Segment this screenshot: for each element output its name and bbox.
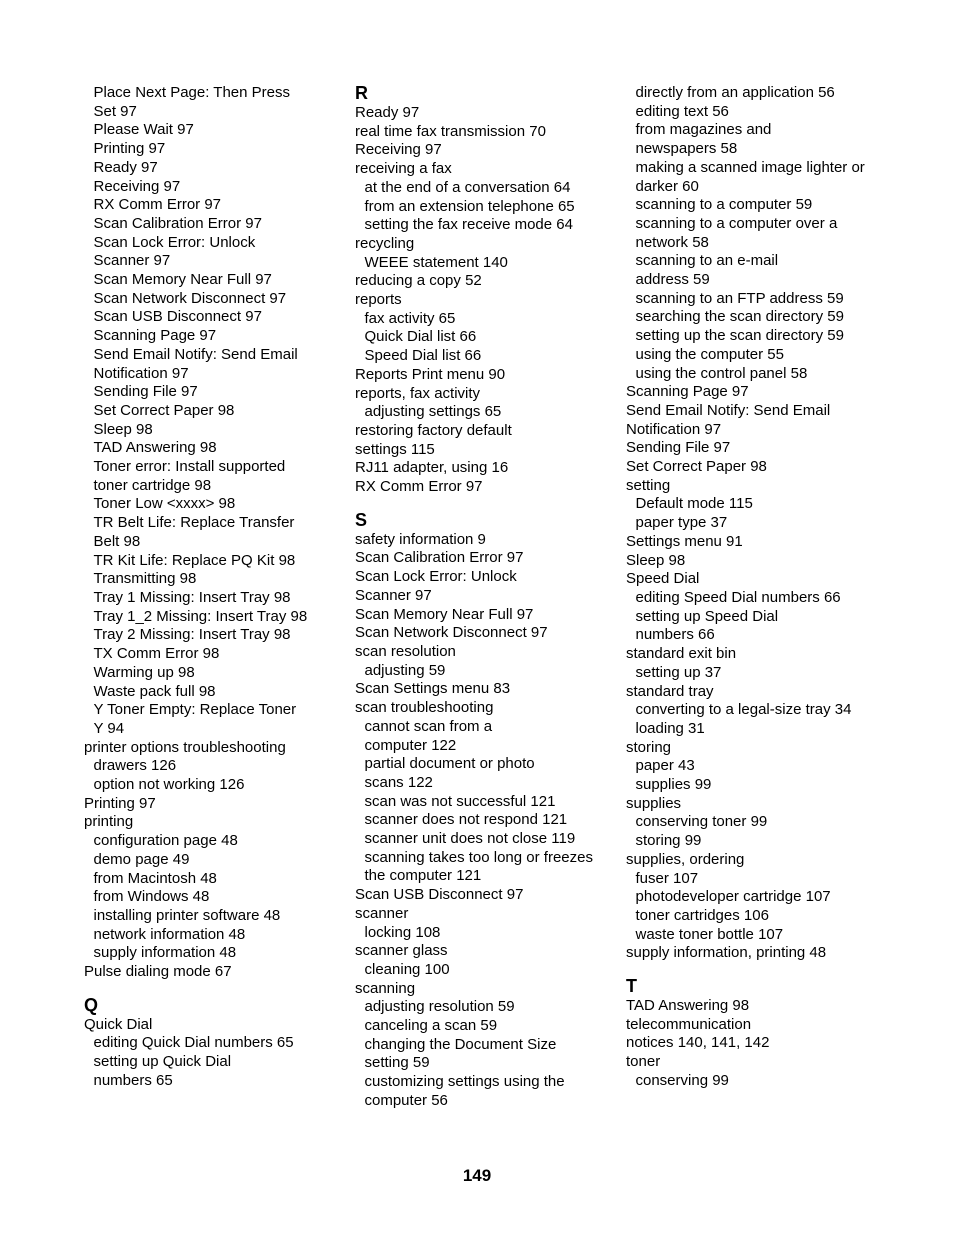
- index-subentry: paper 43: [635, 757, 695, 775]
- index-subentry: conserving 99: [635, 1071, 729, 1089]
- index-column-3: [626, 84, 891, 1091]
- index-subentry: partial document or photo: [364, 755, 535, 773]
- index-subentry: converting to a legal-size tray 34: [635, 701, 852, 719]
- index-subentry: numbers 65: [93, 1071, 173, 1089]
- index-subentry: TR Belt Life: Replace Transfer: [93, 514, 295, 532]
- index-subentry: Scan Memory Near Full 97: [93, 271, 272, 289]
- index-entry: Set Correct Paper 98: [626, 458, 767, 476]
- index-subentry: network 58: [635, 233, 709, 251]
- index-subentry: cleaning 100: [364, 960, 450, 978]
- index-subentry: Scan Network Disconnect 97: [93, 289, 287, 307]
- index-entry: reports, fax activity: [355, 384, 481, 402]
- index-subentry: setting 59: [364, 1054, 430, 1072]
- index-entry: setting: [626, 476, 671, 494]
- index-subentry: at the end of a conversation 64: [364, 178, 571, 196]
- index-entry: printing: [84, 813, 134, 831]
- index-entry: telecommunication: [626, 1015, 752, 1033]
- index-subentry: setting up the scan directory 59: [635, 327, 844, 345]
- index-entry: standard exit bin: [626, 645, 737, 663]
- index-subentry: scanner unit does not close 119: [364, 830, 576, 848]
- index-entry: Scanner 97: [355, 586, 432, 604]
- index-entry: supplies, ordering: [626, 850, 745, 868]
- index-subentry: loading 31: [635, 719, 705, 737]
- index-subentry: supply information 48: [93, 944, 237, 962]
- index-subentry: Speed Dial list 66: [364, 347, 482, 365]
- index-entry: Sending File 97: [626, 439, 731, 457]
- index-subentry: from magazines and: [635, 121, 772, 139]
- index-subentry: cannot scan from a: [364, 717, 493, 735]
- index-subentry: from Windows 48: [93, 888, 210, 906]
- index-entry: safety information 9: [355, 530, 486, 548]
- index-entry: Reports Print menu 90: [355, 365, 506, 383]
- index-entry: scan troubleshooting: [355, 699, 494, 717]
- index-entry: storing: [626, 738, 672, 756]
- index-entry: Speed Dial: [626, 570, 700, 588]
- index-subentry: locking 108: [364, 923, 441, 941]
- index-subentry: changing the Document Size: [364, 1035, 557, 1053]
- index-subentry: Notification 97: [93, 364, 189, 382]
- index-subentry: scanning to an FTP address 59: [635, 289, 844, 307]
- index-entry: printer options troubleshooting: [84, 738, 286, 756]
- index-subentry: Sleep 98: [93, 420, 153, 438]
- index-subentry: Ready 97: [93, 158, 158, 176]
- index-subentry: adjusting resolution 59: [364, 998, 515, 1016]
- index-entry: Scan Network Disconnect 97: [355, 624, 548, 642]
- index-entry: scanner glass: [355, 942, 448, 960]
- index-subentry: Sending File 97: [93, 383, 198, 401]
- index-entry: scan resolution: [355, 642, 456, 660]
- index-subentry: TX Comm Error 98: [93, 645, 220, 663]
- page-number: 149: [462, 1166, 492, 1185]
- index-subentry: Tray 1 Missing: Insert Tray 98: [93, 588, 291, 606]
- index-entry: Receiving 97: [355, 141, 442, 159]
- index-subentry: using the computer 55: [635, 345, 784, 363]
- index-subentry: toner cartridges 106: [635, 906, 769, 924]
- index-subentry: adjusting settings 65: [364, 403, 502, 421]
- index-subentry: Send Email Notify: Send Email: [93, 345, 298, 363]
- index-subentry: photodeveloper cartridge 107: [635, 888, 831, 906]
- index-subentry: Y Toner Empty: Replace Toner: [93, 701, 297, 719]
- index-subentry: setting up Speed Dial: [635, 607, 779, 625]
- index-subentry: canceling a scan 59: [364, 1017, 498, 1035]
- index-subentry: scanning to an e-mail: [635, 252, 779, 270]
- index-subentry: setting up 37: [635, 663, 722, 681]
- index-subentry: configuration page 48: [93, 832, 238, 850]
- index-subentry: drawers 126: [93, 757, 177, 775]
- index-subentry: scanning takes too long or freezes: [364, 848, 593, 866]
- index-subentry: Default mode 115: [635, 495, 753, 513]
- index-entry: RX Comm Error 97: [355, 478, 483, 496]
- index-subentry: computer 122: [364, 736, 457, 754]
- index-entry: Pulse dialing mode 67: [84, 963, 232, 981]
- index-entry: TAD Answering 98: [626, 997, 750, 1015]
- index-subentry: toner cartridge 98: [93, 476, 212, 494]
- index-subentry: Toner Low <xxxx> 98: [93, 495, 236, 513]
- index-entry: Scan Memory Near Full 97: [355, 605, 534, 623]
- index-subentry: Scan USB Disconnect 97: [93, 308, 262, 326]
- index-subentry: Warming up 98: [93, 663, 195, 681]
- index-subentry: using the control panel 58: [635, 364, 808, 382]
- index-entry: Scan Settings menu 83: [355, 680, 511, 698]
- index-entry: scanning: [355, 979, 416, 997]
- index-letter-heading: S: [355, 509, 368, 530]
- index-entry: Scan Lock Error: Unlock: [355, 568, 517, 586]
- index-subentry: Scanning Page 97: [93, 327, 217, 345]
- index-subentry: customizing settings using the: [364, 1073, 565, 1091]
- index-subentry: directly from an application 56: [635, 84, 835, 101]
- index-entry: restoring factory default: [355, 421, 512, 439]
- index-subentry: fuser 107: [635, 869, 699, 887]
- index-subentry: the computer 121: [364, 867, 482, 885]
- index-subentry: newspapers 58: [635, 140, 738, 158]
- index-entry: recycling: [355, 234, 415, 252]
- index-subentry: from Macintosh 48: [93, 869, 217, 887]
- index-entry: reports: [355, 291, 402, 309]
- index-subentry: Receiving 97: [93, 177, 181, 195]
- index-subentry: searching the scan directory 59: [635, 308, 844, 326]
- index-entry: supplies: [626, 794, 682, 812]
- index-subentry: editing Quick Dial numbers 65: [93, 1034, 294, 1052]
- index-subentry: computer 56: [364, 1091, 448, 1109]
- index-entry: real time fax transmission 70: [355, 122, 546, 140]
- index-subentry: address 59: [635, 271, 710, 289]
- index-subentry: Transmitting 98: [93, 570, 197, 588]
- index-subentry: Scan Lock Error: Unlock: [93, 233, 256, 251]
- index-subentry: storing 99: [635, 832, 702, 850]
- index-entry: Notification 97: [626, 420, 722, 438]
- index-entry: scanner: [355, 904, 409, 922]
- index-subentry: demo page 49: [93, 850, 190, 868]
- index-subentry: Set Correct Paper 98: [93, 401, 235, 419]
- index-subentry: Printing 97: [93, 140, 166, 158]
- index-subentry: making a scanned image lighter or: [635, 158, 865, 176]
- index-letter-heading: T: [626, 976, 637, 997]
- index-subentry: WEEE statement 140: [364, 253, 508, 271]
- index-subentry: scanning to a computer over a: [635, 214, 838, 232]
- index-subentry: Tray 2 Missing: Insert Tray 98: [93, 626, 291, 644]
- index-subentry: TAD Answering 98: [93, 439, 217, 457]
- index-subentry: installing printer software 48: [93, 906, 281, 924]
- index-subentry: scanner does not respond 121: [364, 811, 568, 829]
- index-subentry: conserving toner 99: [635, 813, 768, 831]
- index-entry: Ready 97: [355, 104, 420, 121]
- index-subentry: Toner error: Install supported: [93, 458, 286, 476]
- index-column-1: [84, 84, 349, 1091]
- index-entry: supply information, printing 48: [626, 944, 827, 962]
- index-entry: Printing 97: [84, 794, 156, 812]
- index-subentry: TR Kit Life: Replace PQ Kit 98: [93, 551, 296, 569]
- index-entry: reducing a copy 52: [355, 272, 482, 290]
- index-subentry: setting the fax receive mode 64: [364, 216, 573, 234]
- index-subentry: Quick Dial list 66: [364, 328, 477, 346]
- index-subentry: Please Wait 97: [93, 121, 194, 139]
- index-subentry: from an extension telephone 65: [364, 197, 575, 215]
- index-subentry: setting up Quick Dial: [93, 1053, 232, 1071]
- index-entry: Sleep 98: [626, 551, 686, 569]
- index-subentry: darker 60: [635, 177, 699, 195]
- index-subentry: Scanner 97: [93, 252, 171, 270]
- index-subentry: option not working 126: [93, 776, 245, 794]
- index-subentry: Y 94: [93, 719, 125, 737]
- index-subentry: editing Speed Dial numbers 66: [635, 588, 841, 606]
- index-subentry: supplies 99: [635, 776, 712, 794]
- index-subentry: paper type 37: [635, 514, 728, 532]
- index-entry: notices 140, 141, 142: [626, 1034, 770, 1052]
- index-subentry: RX Comm Error 97: [93, 196, 222, 214]
- index-subentry: network information 48: [93, 925, 246, 943]
- index-subentry: Set 97: [93, 102, 137, 120]
- index-letter-heading: R: [355, 83, 368, 103]
- index-entry: Scan USB Disconnect 97: [355, 886, 524, 904]
- index-entry: Scan Calibration Error 97: [355, 549, 524, 567]
- index-column-2: [355, 84, 620, 1111]
- index-subentry: adjusting 59: [364, 661, 446, 679]
- index-subentry: Tray 1_2 Missing: Insert Tray 98: [93, 607, 308, 625]
- index-subentry: scanning to a computer 59: [635, 196, 813, 214]
- index-entry: toner: [626, 1053, 661, 1071]
- index-subentry: Belt 98: [93, 532, 141, 550]
- index-subentry: waste toner bottle 107: [635, 925, 784, 943]
- index-entry: receiving a fax: [355, 160, 452, 178]
- index-entry: standard tray: [626, 682, 714, 700]
- index-entry: Scanning Page 97: [626, 383, 749, 401]
- index-subentry: scan was not successful 121: [364, 792, 556, 810]
- index-entry: settings 115: [355, 440, 435, 458]
- index-subentry: fax activity 65: [364, 309, 456, 327]
- index-subentry: Scan Calibration Error 97: [93, 214, 262, 232]
- index-entry: Settings menu 91: [626, 532, 743, 550]
- index-letter-heading: Q: [84, 994, 99, 1015]
- index-subentry: Place Next Page: Then Press: [93, 84, 290, 101]
- index-subentry: scans 122: [364, 773, 433, 791]
- index-subentry: Waste pack full 98: [93, 682, 216, 700]
- index-entry: Send Email Notify: Send Email: [626, 401, 831, 419]
- index-entry: Quick Dial: [84, 1015, 153, 1033]
- index-subentry: numbers 66: [635, 626, 715, 644]
- index-entry: RJ11 adapter, using 16: [355, 459, 509, 477]
- index-subentry: editing text 56: [635, 102, 729, 120]
